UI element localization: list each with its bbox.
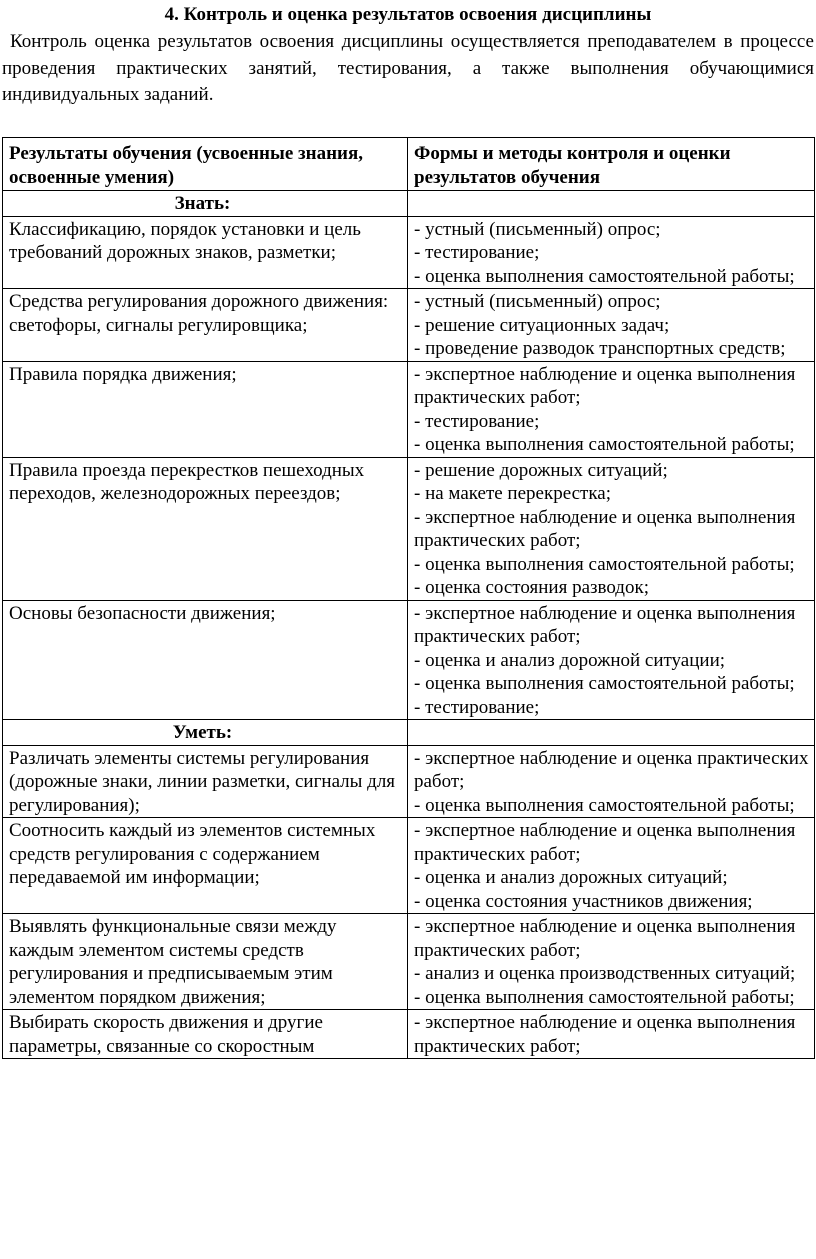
result-cell: Правила проезда перекрестков пешеходных переходов, железнодорожных переездов; (3, 457, 408, 600)
skill-label: Уметь: (172, 722, 233, 743)
table-header-row (3, 138, 815, 191)
table-row (3, 457, 815, 600)
table-row (3, 216, 815, 289)
table-row (3, 1010, 815, 1059)
method-item: - анализ и оценка производственных ситуаций; (414, 963, 796, 984)
methods-cell (408, 745, 815, 818)
result-cell: Основы безопасности движения; (3, 600, 408, 720)
section-label-skill (3, 720, 408, 746)
section-row-skill (3, 720, 815, 746)
method-item: - оценка и анализ дорожной ситуации; (414, 649, 726, 671)
methods-cell (408, 914, 815, 1010)
method-item: - экспертное наблюдение и оценка выполнения практических работ; (414, 820, 796, 865)
methods-cell (408, 600, 815, 720)
method-item: - оценка выполнения самостоятельной работы; (414, 986, 795, 1008)
method-item: - экспертное наблюдение и оценка выполнения практических работ; (414, 916, 796, 961)
table-row (3, 745, 815, 818)
method-item: - оценка выполнения самостоятельной работы; (414, 794, 795, 816)
method-item: - проведение разводок транспортных средств; (414, 338, 786, 359)
result-cell: Выявлять функциональные связи между каждым элементом системы средств регулирования и предписываемым этим элементом порядком движения; (3, 914, 408, 1010)
section-empty-cell (408, 720, 815, 746)
result-cell: Средства регулирования дорожного движения: светофоры, сигналы регулировщика; (3, 289, 408, 362)
know-label: Знать: (174, 193, 231, 214)
methods-cell (408, 1010, 815, 1059)
method-item: - тестирование; (414, 242, 540, 263)
method-item: - решение ситуационных задач; (414, 314, 670, 336)
result-cell: Классификацию, порядок установки и цель требований дорожных знаков, разметки; (3, 216, 408, 289)
page-title: 4. Контроль и оценка результатов освоения дисциплины (164, 4, 652, 25)
table-row (3, 914, 815, 1010)
table-row (3, 818, 815, 914)
header-results: Результаты обучения (усвоенные знания, освоенные умения) (3, 138, 408, 191)
method-item: - экспертное наблюдение и оценка выполнения практических работ; (414, 602, 796, 647)
table-row (3, 600, 815, 720)
result-cell: Выбирать скорость движения и другие параметры, связанные со скоростным (3, 1010, 408, 1059)
method-item: - экспертное наблюдение и оценка выполнения практических работ; (414, 363, 796, 408)
section-empty-cell (408, 191, 815, 217)
method-item: - устный (письменный) опрос; (414, 291, 661, 312)
table-row (3, 289, 815, 362)
result-cell: Правила порядка движения; (3, 361, 408, 457)
method-item: - оценка состояния разводок; (414, 577, 649, 598)
result-cell: Различать элементы системы регулирования (дорожные знаки, линии разметки, сигналы для регулирования); (3, 745, 408, 818)
method-item: - оценка выполнения самостоятельной работы; (414, 434, 795, 455)
methods-cell (408, 818, 815, 914)
table-row (3, 361, 815, 457)
method-item: - экспертное наблюдение и оценка выполнения практических работ; (414, 506, 796, 551)
method-item: - оценка выполнения самостоятельной работы; (414, 673, 795, 694)
methods-cell (408, 457, 815, 600)
methods-cell (408, 216, 815, 289)
section-row-know (3, 191, 815, 217)
method-item: - устный (письменный) опрос; (414, 218, 661, 240)
method-item: - экспертное наблюдение и оценка практических работ; (414, 747, 809, 792)
control-table (2, 137, 815, 1059)
header-methods: Формы и методы контроля и оценки результатов обучения (408, 138, 815, 191)
method-item: - оценка состояния участников движения; (414, 890, 753, 912)
method-item: - решение дорожных ситуаций; (414, 459, 668, 481)
method-item: - оценка выполнения самостоятельной работы; (414, 553, 795, 575)
section-label-know (3, 191, 408, 217)
intro-paragraph: Контроль оценка результатов освоения дисциплины осуществляется преподавателем в процессе проведения практических занятий, тестирования, а также выполнения обучающимися индивидуальных заданий. (2, 31, 814, 105)
method-item: - тестирование; (414, 410, 540, 432)
methods-cell (408, 361, 815, 457)
method-item: - оценка выполнения самостоятельной работы; (414, 265, 795, 287)
method-item: - тестирование; (414, 696, 540, 718)
method-item: - оценка и анализ дорожных ситуаций; (414, 867, 728, 888)
result-cell: Соотносить каждый из элементов системных средств регулирования с содержанием передаваемой им информации; (3, 818, 408, 914)
methods-cell (408, 289, 815, 362)
method-item: - экспертное наблюдение и оценка выполнения практических работ; (414, 1012, 796, 1057)
method-item: - на макете перекрестка; (414, 483, 611, 504)
